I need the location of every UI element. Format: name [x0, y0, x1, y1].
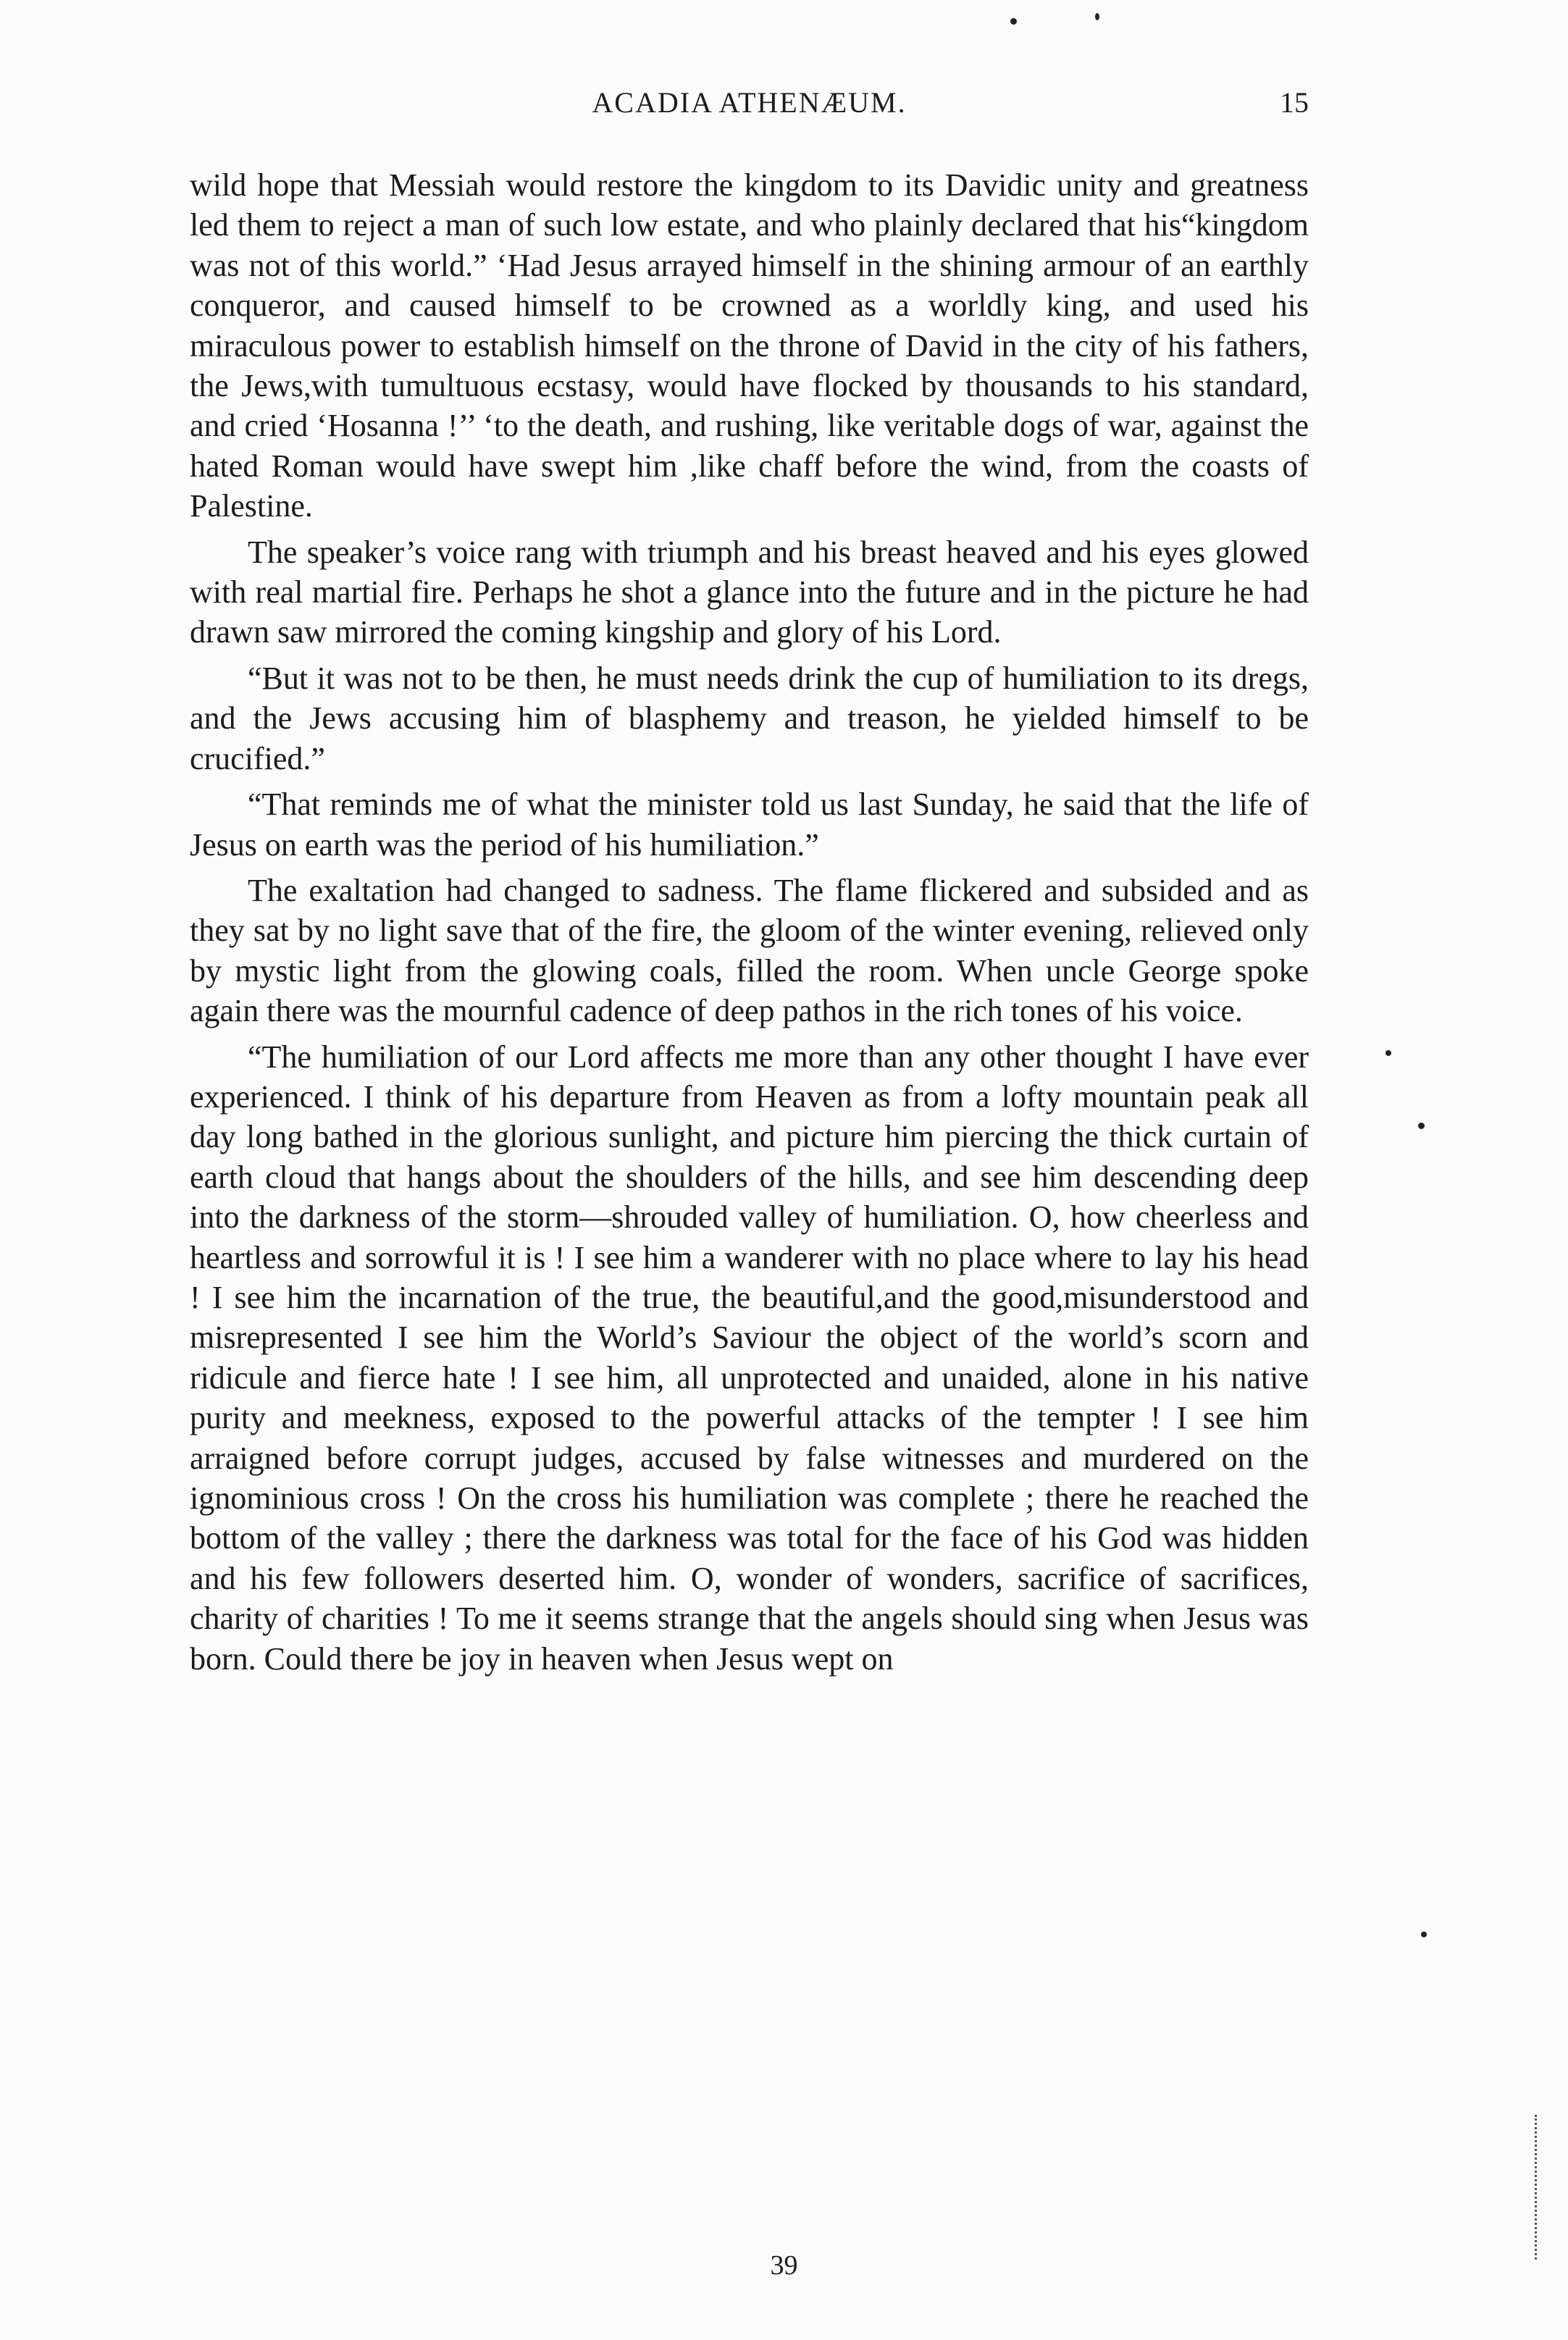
page-header	[190, 85, 1309, 136]
scan-speck	[1010, 18, 1017, 25]
scan-speck	[1421, 1932, 1427, 1937]
page-body	[190, 165, 1309, 1685]
paragraph: The exaltation had changed to sadness. The flame flickered and subsided and as they sat by no light save that of the fire, the gloom of the winter evening, relieved only by mystic light from the glowing coals, filled the room. When uncle George spoke again there was the mournful cadence of deep pathos in the rich tones of his voice.	[190, 872, 1309, 1029]
paragraph: “But it was not to be then, he must needs drink the cup of humiliation to its dregs, and the Jews accusing him of blasphemy and treason, he yielded himself to be crucified.”	[190, 660, 1309, 776]
paragraph: “The humiliation of our Lord affects me more than any other thought I have ever experienced. I think of his departure from Heaven as from a lofty mountain peak all day long bathed in the glorious sunlight, and picture him piercing the thick curtain of earth cloud that hangs about the shoulders of the hills, and see him descending deep into the darkness of the storm—shrouded valley of humiliation. O, how cheerless and heartless and sorrowful it is ! I see him a wanderer with no place where to lay his head ! I see him the incarnation of the true, the beautiful,and the good,misunderstood and misrepresented I see him the World’s Saviour the object of the world’s scorn and ridicule and fierce hate ! I see him, all unprotected and unaided, alone in his native purity and meekness, exposed to the powerful attacks of the tempter ! I see him arraigned before corrupt judges, accused by false witnesses and murdered on the ignominious cross ! On the cross his humiliation was complete ; there he reached the bottom of the valley ; there the darkness was total for the face of his God was hidden and his few followers deserted him. O, wonder of wonders, sacrifice of sacrifices, charity of charities ! To me it seems strange that the angels should sing when Jesus was born. Could there be joy in heaven when Jesus wept on	[190, 1039, 1309, 1677]
paragraph: The speaker’s voice rang with triumph and his breast heaved and his eyes glowed with real martial fire. Perhaps he shot a glance into the future and in the picture he had drawn saw mirrored the coming kingship and glory of his Lord.	[190, 534, 1309, 650]
signature-mark: 39	[770, 2250, 798, 2281]
scan-speck	[1095, 13, 1099, 20]
scan-speck	[1418, 1123, 1425, 1129]
page-number: 15	[1280, 86, 1309, 119]
paragraph: wild hope that Messiah would restore the kingdom to its Davidic unity and greatness led them to reject a man of such low estate, and who plainly declared that his“kingdom was not of this world.” ‘Had Jesus arrayed himself in the shining armour of an earthly conqueror, and caused himself to be crowned as a worldly king, and used his miraculous power to establish himself on the throne of David in the city of his fathers, the Jews,with tumultuous ecstasy, would have flocked by thousands to his standard, and cried ‘Hosanna !’’ ‘to the death, and rushing, like veritable dogs of war, against the hated Roman would have swept him ,like chaff before the wind, from the coasts of Palestine.	[190, 167, 1309, 524]
paragraph: “That reminds me of what the minister told us last Sunday, he said that the life of Jesus on earth was the period of his humiliation.”	[190, 787, 1309, 863]
scan-edge-line	[1535, 2115, 1539, 2260]
scan-speck	[1385, 1050, 1391, 1056]
running-title: ACADIA ATHENÆUM.	[592, 86, 907, 119]
